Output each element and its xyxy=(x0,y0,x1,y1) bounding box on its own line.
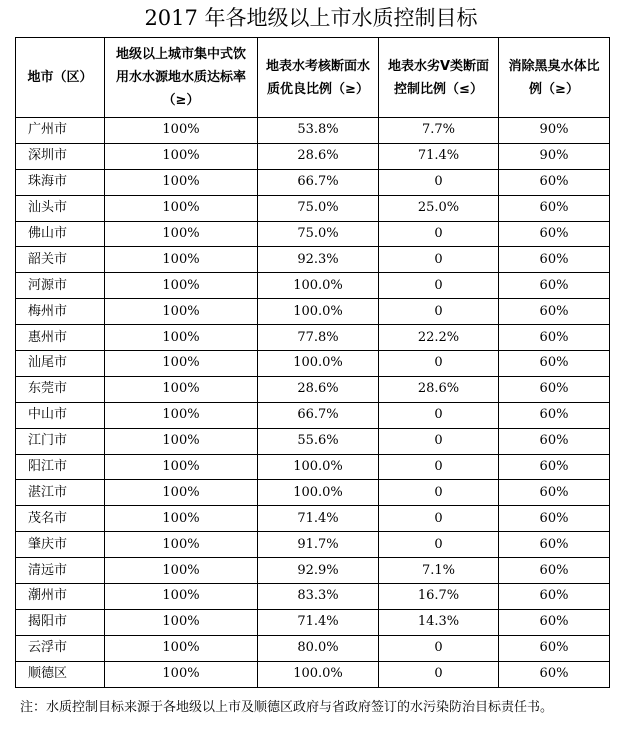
source-compliance-cell: 100% xyxy=(105,273,258,299)
black-odorous-cell: 60% xyxy=(499,221,610,247)
inferior-v-cell: 0 xyxy=(379,299,499,325)
inferior-v-cell: 7.1% xyxy=(379,558,499,584)
city-cell: 江门市 xyxy=(16,428,105,454)
source-compliance-cell: 100% xyxy=(105,532,258,558)
inferior-v-cell: 28.6% xyxy=(379,376,499,402)
black-odorous-cell: 60% xyxy=(499,299,610,325)
city-cell: 湛江市 xyxy=(16,480,105,506)
city-cell: 惠州市 xyxy=(16,325,105,351)
header-source-compliance: 地级以上城市集中式饮用水水源地水质达标率（≥） xyxy=(105,38,258,118)
good-quality-cell: 92.9% xyxy=(258,558,379,584)
city-cell: 河源市 xyxy=(16,273,105,299)
table-row xyxy=(16,402,610,428)
inferior-v-cell: 0 xyxy=(379,454,499,480)
good-quality-cell: 66.7% xyxy=(258,169,379,195)
source-compliance-cell: 100% xyxy=(105,428,258,454)
good-quality-cell: 71.4% xyxy=(258,506,379,532)
table-row xyxy=(16,299,610,325)
table-row xyxy=(16,325,610,351)
city-cell: 汕头市 xyxy=(16,195,105,221)
black-odorous-cell: 60% xyxy=(499,454,610,480)
source-compliance-cell: 100% xyxy=(105,558,258,584)
black-odorous-cell: 90% xyxy=(499,118,610,144)
source-compliance-cell: 100% xyxy=(105,143,258,169)
city-cell: 深圳市 xyxy=(16,143,105,169)
good-quality-cell: 75.0% xyxy=(258,195,379,221)
black-odorous-cell: 60% xyxy=(499,195,610,221)
table-row xyxy=(16,480,610,506)
source-compliance-cell: 100% xyxy=(105,247,258,273)
good-quality-cell: 53.8% xyxy=(258,118,379,144)
source-compliance-cell: 100% xyxy=(105,584,258,610)
source-compliance-cell: 100% xyxy=(105,376,258,402)
table-row xyxy=(16,635,610,661)
city-cell: 潮州市 xyxy=(16,584,105,610)
source-compliance-cell: 100% xyxy=(105,351,258,377)
city-cell: 佛山市 xyxy=(16,221,105,247)
header-city: 地市（区） xyxy=(16,38,105,118)
city-cell: 阳江市 xyxy=(16,454,105,480)
black-odorous-cell: 60% xyxy=(499,506,610,532)
source-compliance-cell: 100% xyxy=(105,118,258,144)
good-quality-cell: 28.6% xyxy=(258,376,379,402)
table-row xyxy=(16,247,610,273)
source-compliance-cell: 100% xyxy=(105,661,258,687)
table-row xyxy=(16,661,610,687)
source-compliance-cell: 100% xyxy=(105,325,258,351)
good-quality-cell: 80.0% xyxy=(258,635,379,661)
black-odorous-cell: 60% xyxy=(499,273,610,299)
source-compliance-cell: 100% xyxy=(105,299,258,325)
black-odorous-cell: 60% xyxy=(499,558,610,584)
source-compliance-cell: 100% xyxy=(105,169,258,195)
inferior-v-cell: 0 xyxy=(379,247,499,273)
black-odorous-cell: 60% xyxy=(499,428,610,454)
black-odorous-cell: 60% xyxy=(499,325,610,351)
header-inferior-v-ratio: 地表水劣Ⅴ类断面控制比例（≤） xyxy=(379,38,499,118)
inferior-v-cell: 0 xyxy=(379,169,499,195)
city-cell: 汕尾市 xyxy=(16,351,105,377)
header-row xyxy=(16,38,610,118)
good-quality-cell: 100.0% xyxy=(258,299,379,325)
city-cell: 顺德区 xyxy=(16,661,105,687)
inferior-v-cell: 14.3% xyxy=(379,609,499,635)
city-cell: 云浮市 xyxy=(16,635,105,661)
black-odorous-cell: 60% xyxy=(499,402,610,428)
good-quality-cell: 28.6% xyxy=(258,143,379,169)
source-compliance-cell: 100% xyxy=(105,454,258,480)
black-odorous-cell: 60% xyxy=(499,609,610,635)
inferior-v-cell: 0 xyxy=(379,402,499,428)
city-cell: 肇庆市 xyxy=(16,532,105,558)
inferior-v-cell: 0 xyxy=(379,221,499,247)
city-cell: 茂名市 xyxy=(16,506,105,532)
good-quality-cell: 71.4% xyxy=(258,609,379,635)
black-odorous-cell: 60% xyxy=(499,584,610,610)
city-cell: 广州市 xyxy=(16,118,105,144)
table-row xyxy=(16,351,610,377)
black-odorous-cell: 60% xyxy=(499,661,610,687)
header-good-quality-ratio: 地表水考核断面水质优良比例（≥） xyxy=(258,38,379,118)
table-row xyxy=(16,506,610,532)
good-quality-cell: 83.3% xyxy=(258,584,379,610)
table-row xyxy=(16,143,610,169)
good-quality-cell: 91.7% xyxy=(258,532,379,558)
black-odorous-cell: 60% xyxy=(499,532,610,558)
city-cell: 东莞市 xyxy=(16,376,105,402)
good-quality-cell: 92.3% xyxy=(258,247,379,273)
table-row xyxy=(16,169,610,195)
good-quality-cell: 66.7% xyxy=(258,402,379,428)
source-compliance-cell: 100% xyxy=(105,221,258,247)
inferior-v-cell: 16.7% xyxy=(379,584,499,610)
city-cell: 梅州市 xyxy=(16,299,105,325)
source-compliance-cell: 100% xyxy=(105,402,258,428)
good-quality-cell: 100.0% xyxy=(258,454,379,480)
inferior-v-cell: 0 xyxy=(379,480,499,506)
city-cell: 韶关市 xyxy=(16,247,105,273)
black-odorous-cell: 60% xyxy=(499,635,610,661)
city-cell: 珠海市 xyxy=(16,169,105,195)
inferior-v-cell: 0 xyxy=(379,351,499,377)
good-quality-cell: 55.6% xyxy=(258,428,379,454)
table-row xyxy=(16,454,610,480)
source-compliance-cell: 100% xyxy=(105,480,258,506)
good-quality-cell: 100.0% xyxy=(258,480,379,506)
footnote: 注：水质控制目标来源于各地级以上市及顺德区政府与省政府签订的水污染防治目标责任书。 xyxy=(20,700,554,715)
inferior-v-cell: 71.4% xyxy=(379,143,499,169)
source-compliance-cell: 100% xyxy=(105,635,258,661)
table-row xyxy=(16,584,610,610)
good-quality-cell: 100.0% xyxy=(258,351,379,377)
table-row xyxy=(16,428,610,454)
inferior-v-cell: 0 xyxy=(379,428,499,454)
table-title: 2017 年各地级以上市水质控制目标 xyxy=(144,6,478,30)
inferior-v-cell: 0 xyxy=(379,635,499,661)
good-quality-cell: 77.8% xyxy=(258,325,379,351)
good-quality-cell: 100.0% xyxy=(258,273,379,299)
inferior-v-cell: 22.2% xyxy=(379,325,499,351)
good-quality-cell: 100.0% xyxy=(258,661,379,687)
source-compliance-cell: 100% xyxy=(105,506,258,532)
inferior-v-cell: 7.7% xyxy=(379,118,499,144)
black-odorous-cell: 60% xyxy=(499,480,610,506)
black-odorous-cell: 60% xyxy=(499,376,610,402)
black-odorous-cell: 60% xyxy=(499,169,610,195)
table-row xyxy=(16,558,610,584)
city-cell: 清远市 xyxy=(16,558,105,584)
black-odorous-cell: 90% xyxy=(499,143,610,169)
black-odorous-cell: 60% xyxy=(499,351,610,377)
water-quality-table xyxy=(15,37,610,688)
table-row xyxy=(16,221,610,247)
inferior-v-cell: 0 xyxy=(379,661,499,687)
table-row xyxy=(16,376,610,402)
table-row xyxy=(16,609,610,635)
good-quality-cell: 75.0% xyxy=(258,221,379,247)
inferior-v-cell: 0 xyxy=(379,532,499,558)
table-row xyxy=(16,532,610,558)
city-cell: 揭阳市 xyxy=(16,609,105,635)
source-compliance-cell: 100% xyxy=(105,609,258,635)
inferior-v-cell: 0 xyxy=(379,273,499,299)
source-compliance-cell: 100% xyxy=(105,195,258,221)
black-odorous-cell: 60% xyxy=(499,247,610,273)
table-row xyxy=(16,118,610,144)
inferior-v-cell: 25.0% xyxy=(379,195,499,221)
header-black-odorous-ratio: 消除黑臭水体比例（≥） xyxy=(499,38,610,118)
table-row xyxy=(16,195,610,221)
table-row xyxy=(16,273,610,299)
inferior-v-cell: 0 xyxy=(379,506,499,532)
city-cell: 中山市 xyxy=(16,402,105,428)
